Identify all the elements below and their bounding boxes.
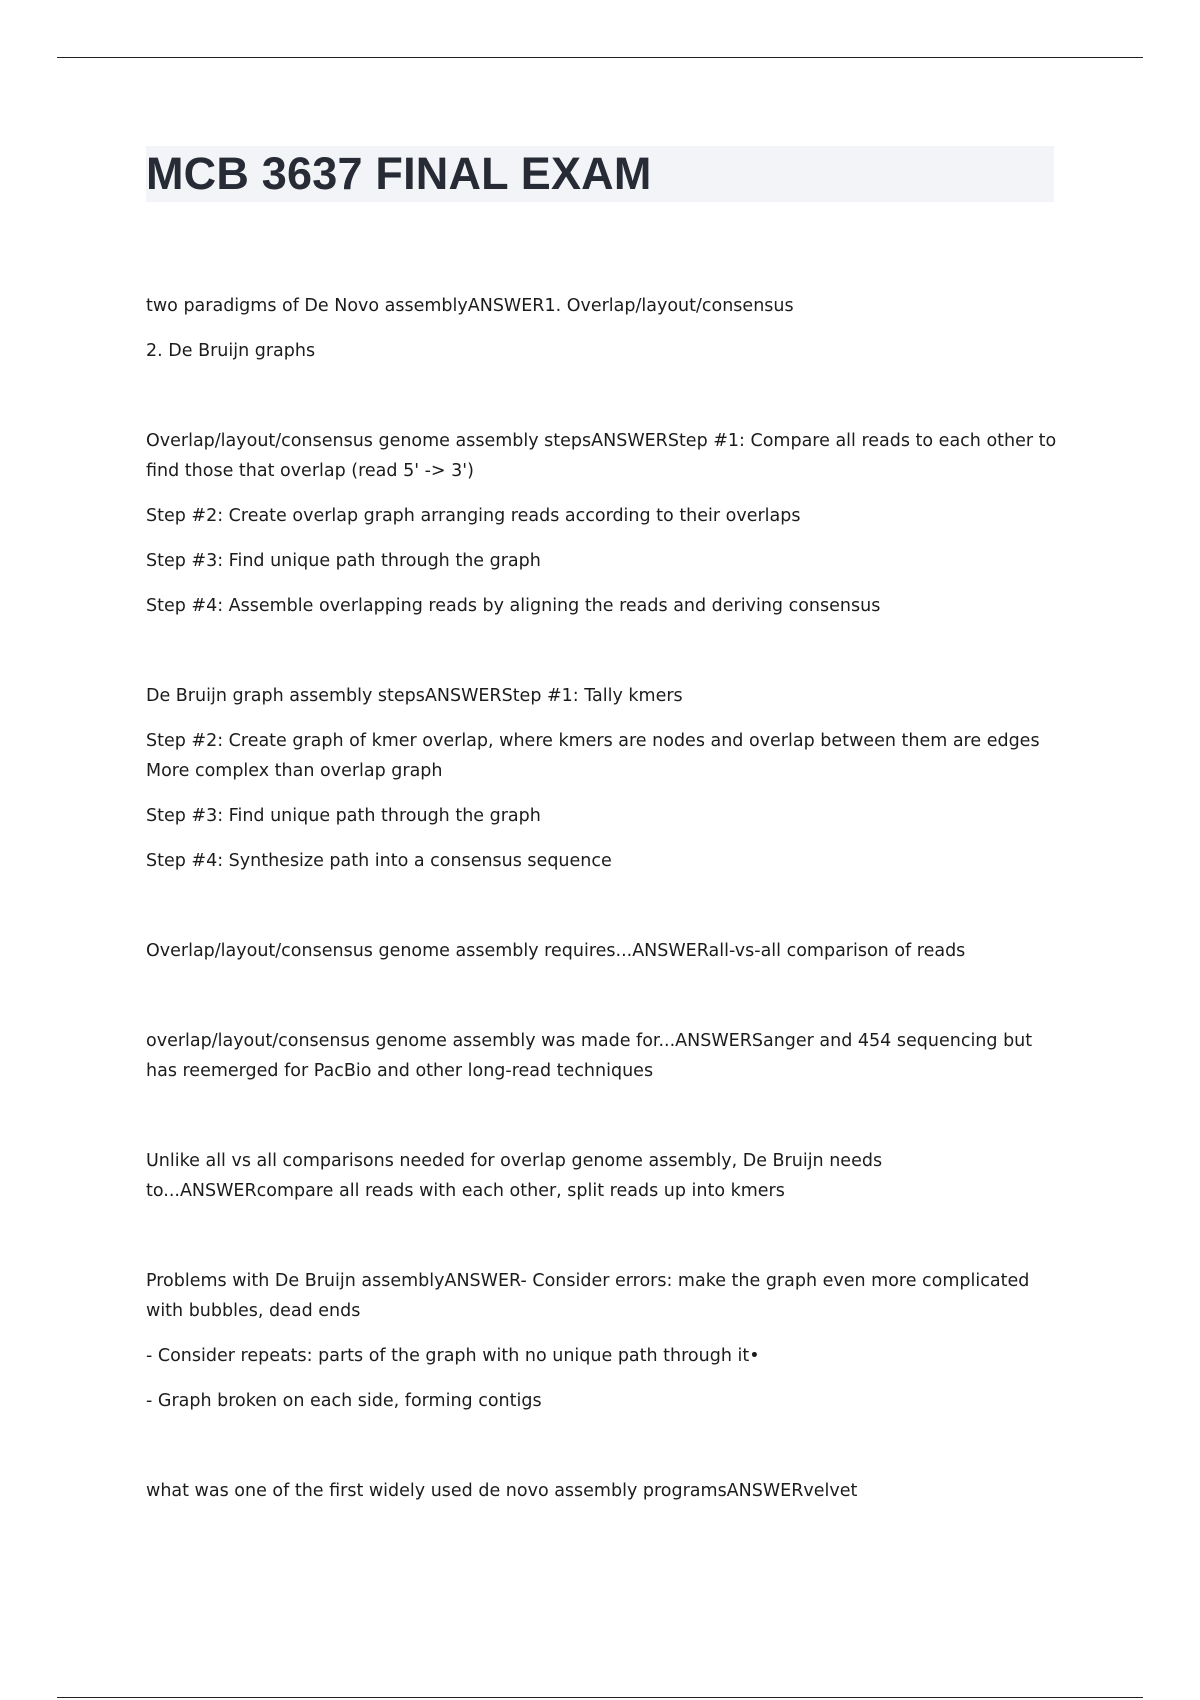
paragraph: - Consider repeats: parts of the graph with no unique path through it• (146, 1346, 760, 1366)
paragraph: Step #2: Create overlap graph arranging reads according to their overlaps (146, 506, 801, 526)
qa-block-6 (146, 1146, 1066, 1206)
paragraph: Step #4: Synthesize path into a consensus sequence (146, 851, 612, 871)
qa-block-7 (146, 1266, 1066, 1416)
paragraph: Unlike all vs all comparisons needed for overlap genome assembly, De Bruijn needs to...ANSWERcompare all reads with each other, split reads up into kmers (146, 1151, 883, 1201)
qa-block-3 (146, 681, 1066, 876)
top-divider (57, 57, 1143, 58)
paragraph: overlap/layout/consensus genome assembly was made for...ANSWERSanger and 454 sequencing but has reemerged for PacBio and other long-read techniques (146, 1031, 1033, 1081)
paragraph: De Bruijn graph assembly stepsANSWERStep #1: Tally kmers (146, 686, 683, 706)
paragraph: what was one of the first widely used de novo assembly programsANSWERvelvet (146, 1481, 858, 1501)
qa-block-4 (146, 936, 1066, 966)
paragraph: Problems with De Bruijn assemblyANSWER- Consider errors: make the graph even more complicated with bubbles, dead ends (146, 1271, 1030, 1321)
paragraph: Step #4: Assemble overlapping reads by aligning the reads and deriving consensus (146, 596, 881, 616)
paragraph: - Graph broken on each side, forming contigs (146, 1391, 542, 1411)
document-title: MCB 3637 FINAL EXAM (146, 148, 652, 199)
paragraph: two paradigms of De Novo assemblyANSWER1. Overlap/layout/consensus (146, 296, 794, 316)
qa-block-8 (146, 1476, 1066, 1506)
qa-block-1 (146, 291, 1066, 366)
document-body (146, 291, 1066, 1566)
paragraph: Step #2: Create graph of kmer overlap, where kmers are nodes and overlap between them are edges More complex than overlap graph (146, 731, 1040, 781)
paragraph: Overlap/layout/consensus genome assembly requires...ANSWERall-vs-all comparison of reads (146, 941, 966, 961)
paragraph: Overlap/layout/consensus genome assembly stepsANSWERStep #1: Compare all reads to each other to find those that overlap (read 5' -> 3') (146, 431, 1057, 481)
qa-block-2 (146, 426, 1066, 621)
bottom-divider (57, 1697, 1143, 1698)
qa-block-5 (146, 1026, 1066, 1086)
paragraph: Step #3: Find unique path through the graph (146, 806, 541, 826)
paragraph: Step #3: Find unique path through the graph (146, 551, 541, 571)
paragraph: 2. De Bruijn graphs (146, 341, 316, 361)
